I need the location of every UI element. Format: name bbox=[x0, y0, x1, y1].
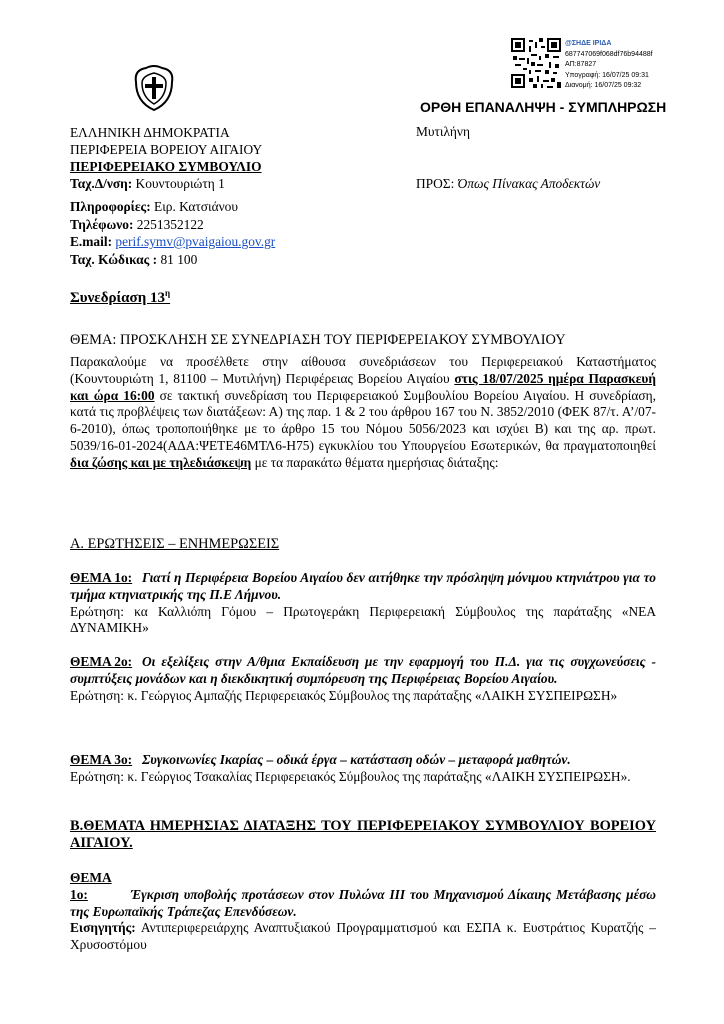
session-title bbox=[70, 288, 170, 307]
meeting-mode: δια ζώσης και με τηλεδιάσκεψη bbox=[70, 454, 252, 470]
document-stamp bbox=[565, 39, 653, 92]
header-line-3: ΠΕΡΙΦΕΡΕΙΑΚΟ ΣΥΜΒΟΥΛΙΟ bbox=[70, 159, 262, 174]
zip-label: Ταχ. Κώδικας : bbox=[70, 251, 158, 267]
stamp-brand: @ΣΗΔΕ ΙΡΙΔΑ bbox=[565, 40, 612, 47]
item-question: Ερώτηση: κ. Γεώργιος Αμπαζής Περιφερειακός Σύμβουλος της παράταξης «ΛΑΙΚΗ ΣΥΣΠΕΙΡΩΣΗ» bbox=[70, 687, 618, 703]
section-b-item-1 bbox=[70, 870, 656, 954]
item-label: ΘΕΜΑ 1ο: bbox=[70, 570, 133, 585]
contact-block bbox=[70, 198, 275, 268]
header-line-1: ΕΛΛΗΝΙΚΗ ΔΗΜΟΚΡΑΤΙΑ bbox=[70, 125, 230, 140]
item-question: Ερώτηση: κ. Γεώργιος Τσακαλίας Περιφερειακός Σύμβουλος της παράταξης «ΛΑΙΚΗ ΣΥΣΠΕΙΡΩΣΗ». bbox=[70, 768, 631, 784]
section-a-item-3 bbox=[70, 752, 656, 786]
section-a-item-1 bbox=[70, 570, 656, 637]
email-link[interactable]: perif.symv@pvaigaiou.gov.gr bbox=[115, 234, 276, 249]
zip-value: 81 100 bbox=[157, 251, 198, 267]
header-line-2: ΠΕΡΙΦΕΡΕΙΑ ΒΟΡΕΙΟΥ ΑΙΓΑΙΟΥ bbox=[70, 142, 263, 157]
city: Μυτιλήνη bbox=[416, 124, 470, 139]
stamp-hash: 687747069f068df76b94488f bbox=[565, 50, 653, 58]
stamp-signed: Υπογραφή: 16/07/25 09:31 bbox=[565, 71, 649, 79]
rapporteur: Αντιπεριφερειάρχης Αναπτυξιακού Προγραμματισμού και ΕΣΠΑ κ. Ευστράτιος Κυρατζής – Χρυσοστόμου bbox=[70, 920, 656, 953]
meeting-date: στις 18/07/2025 ημέρα Παρασκευή και ώρα 16:00 bbox=[70, 370, 656, 403]
section-a-title: Α. ΕΡΩΤΗΣΕΙΣ – ΕΝΗΜΕΡΩΣΕΙΣ bbox=[70, 536, 280, 552]
intro-paragraph bbox=[70, 354, 656, 472]
email-label: E.mail: bbox=[70, 234, 113, 249]
session-sup: η bbox=[164, 288, 171, 298]
item-title: Οι εξελίξεις στην Α/θμια Εκπαίδευση με την εφαρμογή του Π.Δ. για τις συγχωνεύσεις - συμπτύξεις μονάδων και η διεκδικητική συμπόρευση της Περιφέρειας Βορείου Αιγαίου. bbox=[70, 654, 656, 686]
phone-label: Τηλέφωνο: bbox=[70, 216, 134, 232]
intro-part-2: σε τακτική συνεδρίαση του Περιφερειακού Συμβουλίου Βορείου Αιγαίου. Η συνεδρίαση, κατά τις προβλέψεις των διατάξεων: Α) της παρ. 1 & 2 του άρθρου 167 του Ν. 3852/2010 (ΦΕΚ 87/τ. Α’/07-6-2010), όπως τροποποιήθηκε με το άρθρο 15 του Νόμου 5056/2023 και ισχύει Β) και της αρ. πρωτ. 5039/16-01-2024(ΑΔΑ:ΨΕΤΕ46ΜΤΛ6-Η75) εγκυκλίου του Υπουργείου Εσωτερικών, θα πραγματοποιηθεί bbox=[70, 387, 656, 453]
item-title: Έγκριση υποβολής προτάσεων στον Πυλώνα ΙΙΙ του Μηχανισμού Δίκαιης Μετάβασης μέσω της Ευρωπαϊκής Τράπεζας Επενδύσεων. bbox=[70, 886, 656, 919]
section-b-title: Β.ΘΕΜΑΤΑ ΗΜΕΡΗΣΙΑΣ ΔΙΑΤΑΞΗΣ ΤΟΥ ΠΕΡΙΦΕΡΕΙΑΚΟΥ ΣΥΜΒΟΥΛΙΟΥ ΒΟΡΕΙΟΥ ΑΙΓΑΙΟΥ. bbox=[70, 818, 656, 851]
item-label: ΘΕΜΑ 1ο: bbox=[70, 870, 112, 902]
qr-code-icon bbox=[511, 38, 561, 88]
item-label: ΘΕΜΑ 3ο: bbox=[70, 752, 133, 767]
item-label: ΘΕΜΑ 2ο: bbox=[70, 654, 133, 669]
recipients-label: ΠΡΟΣ: bbox=[416, 176, 455, 191]
hellenic-emblem-icon bbox=[132, 64, 176, 112]
address-label: Ταχ.Δ/νση: bbox=[70, 176, 133, 191]
session-text: Συνεδρίαση 13 bbox=[70, 290, 165, 306]
stamp-distributed: Διανομή: 16/07/25 09:32 bbox=[565, 82, 642, 89]
recipients bbox=[416, 176, 600, 192]
recipients-value: Όπως Πίνακας Αποδεκτών bbox=[457, 176, 601, 191]
address-value: Κουντουριώτη 1 bbox=[132, 176, 225, 191]
info-label: Πληροφορίες: bbox=[70, 199, 151, 214]
rapporteur-label: Εισηγητής: bbox=[70, 920, 136, 936]
item-question: Ερώτηση: κα Καλλιόπη Γόμου – Πρωτογεράκη Περιφερειακή Σύμβουλος της παράταξης «ΝΕΑ ΔΥΝΑΜΙΚΗ» bbox=[70, 603, 656, 636]
intro-part-3: με τα παρακάτω θέματα ημερήσιας διάταξης: bbox=[251, 454, 499, 470]
sender-header bbox=[70, 124, 262, 192]
item-title: Συγκοινωνίες Ικαρίας – οδικά έργα – κατάσταση οδών – μεταφορά μαθητών. bbox=[142, 752, 571, 767]
stamp-protocol: ΑΠ:87827 bbox=[565, 61, 597, 68]
item-title: Γιατί η Περιφέρεια Βορείου Αιγαίου δεν αιτήθηκε την πρόσληψη μόνιμου κτηνιάτρου για το τμήμα κτηνιατρικής της Π.Ε Λήμνου. bbox=[70, 570, 656, 602]
info-value: Ειρ. Κατσιάνου bbox=[150, 199, 238, 214]
section-a-item-2 bbox=[70, 654, 656, 704]
subject: ΘΕΜΑ: ΠΡΟΣΚΛΗΣΗ ΣΕ ΣΥΝΕΔΡΙΑΣΗ ΤΟΥ ΠΕΡΙΦΕΡΕΙΑΚΟΥ ΣΥΜΒΟΥΛΙΟΥ bbox=[70, 332, 566, 348]
intro-part-1: Παρακαλούμε να προσέλθετε στην αίθουσα συνεδριάσεων του Περιφερειακού Καταστήματος (Κουντουριώτη 1, 81100 – Μυτιλήνη) Περιφέρειας Βορείου Αιγαίου bbox=[70, 354, 656, 386]
repeat-notice: ΟΡΘΗ ΕΠΑΝΑΛΗΨΗ - ΣΥΜΠΛΗΡΩΣΗ bbox=[420, 99, 667, 115]
phone-value: 2251352122 bbox=[133, 216, 204, 232]
